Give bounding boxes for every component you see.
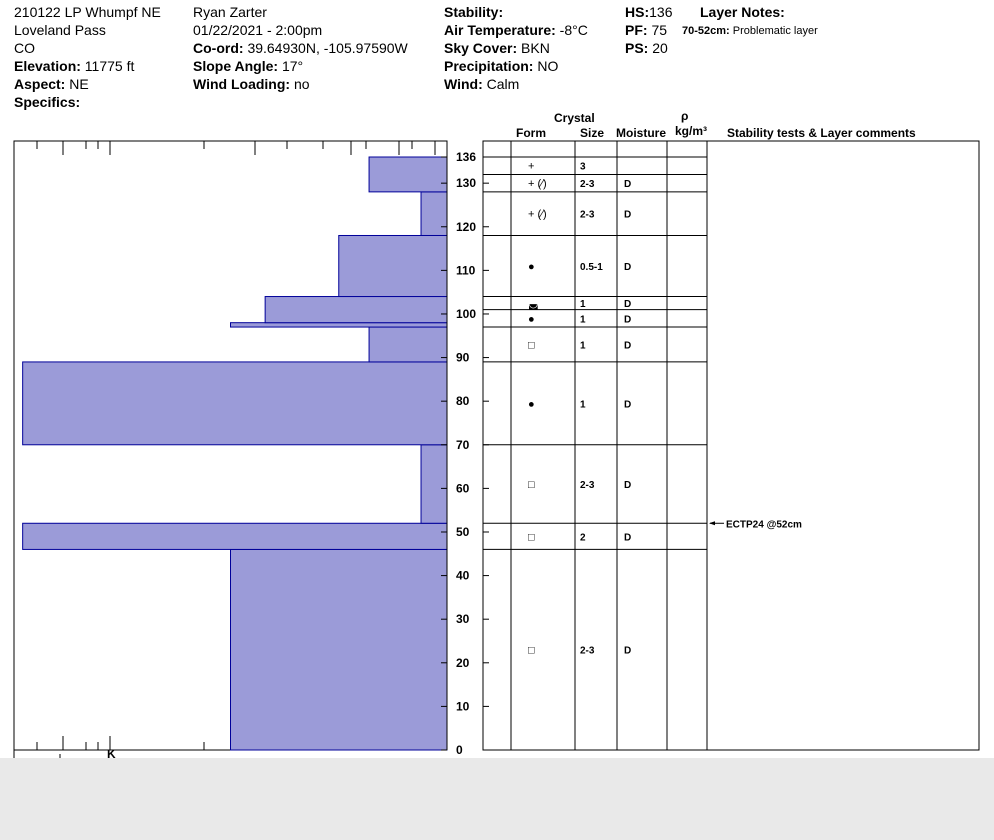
aspect-value: NE xyxy=(69,76,89,92)
layer-size: 2 xyxy=(580,532,586,544)
layer-size: 1 xyxy=(580,340,586,352)
layer-size: 2-3 xyxy=(580,480,595,492)
col-header-crystal: Crystal xyxy=(554,111,595,125)
y-tick-label: 100 xyxy=(456,306,477,321)
layer-form-symbol: + xyxy=(528,160,535,173)
layer-moisture: D xyxy=(624,209,632,221)
wind-label: Wind: xyxy=(444,76,483,92)
layer-moisture: D xyxy=(624,399,632,411)
layer-form-symbol: ● xyxy=(528,261,535,274)
layer-moisture: D xyxy=(624,480,632,492)
layer-moisture: D xyxy=(624,532,632,544)
col-header-rho: ρ xyxy=(681,109,689,123)
layer-note-text: Problematic layer xyxy=(732,25,818,37)
layer-size: 2-3 xyxy=(580,179,595,191)
hardness-bar xyxy=(231,549,448,750)
layer-moisture: D xyxy=(624,262,632,274)
pit-title: 210122 LP Whumpf NE xyxy=(14,4,161,20)
layer-size: 1 xyxy=(580,314,586,326)
col-header-stability-comments: Stability tests & Layer comments xyxy=(727,126,916,140)
layer-form-symbol: □ xyxy=(528,339,535,352)
hardness-bar xyxy=(369,327,447,362)
layer-form-symbol: ● xyxy=(528,398,535,411)
layer-size: 1 xyxy=(580,399,586,411)
layer-form-symbol: + (⁄) xyxy=(528,178,547,191)
ps-value: 20 xyxy=(652,40,668,56)
layer-table-frame xyxy=(483,141,979,750)
sky-value: BKN xyxy=(521,40,550,56)
state: CO xyxy=(14,40,35,56)
ps-label: PS: xyxy=(625,40,649,56)
layer-moisture: D xyxy=(624,645,632,657)
hardness-bar xyxy=(421,445,447,523)
layer-size: 0.5-1 xyxy=(580,262,603,274)
hs-label: HS: xyxy=(625,4,650,20)
y-tick-label: 130 xyxy=(456,176,477,191)
precip-value: NO xyxy=(537,58,559,74)
stability-label: Stability: xyxy=(444,4,504,20)
layer-form-symbol: + (⁄) xyxy=(528,208,547,221)
y-tick-label: 90 xyxy=(456,350,470,365)
col-header-density-unit: kg/m³ xyxy=(675,124,708,138)
observer: Ryan Zarter xyxy=(193,4,267,20)
wind-loading-label: Wind Loading: xyxy=(193,76,291,92)
layer-moisture: D xyxy=(624,299,632,311)
wind-value: Calm xyxy=(486,76,520,92)
pf-label: PF: xyxy=(625,22,648,38)
hardness-bar xyxy=(231,323,448,327)
datetime: 01/22/2021 - 2:00pm xyxy=(193,22,323,38)
aspect-label: Aspect: xyxy=(14,76,66,92)
hardness-bar xyxy=(369,157,447,192)
slope-label: Slope Angle: xyxy=(193,58,279,74)
layer-moisture: D xyxy=(624,340,632,352)
stability-test-label: ECTP24 @52cm xyxy=(726,519,802,531)
coord-label: Co-ord: xyxy=(193,40,244,56)
location: Loveland Pass xyxy=(14,22,106,38)
layer-notes-label: Layer Notes: xyxy=(700,4,785,20)
y-tick-label: 120 xyxy=(456,219,477,234)
col-header-size: Size xyxy=(580,126,605,140)
y-tick-label: 80 xyxy=(456,394,470,409)
coord-value: 39.64930N, -105.97590W xyxy=(247,40,408,56)
layer-size: 2-3 xyxy=(580,645,595,657)
y-tick-label: 70 xyxy=(456,437,470,452)
layer-size: 3 xyxy=(580,161,586,173)
y-tick-label: 110 xyxy=(456,263,476,278)
hardness-bar xyxy=(339,235,447,296)
sky-label: Sky Cover: xyxy=(444,40,518,56)
hardness-axis-label: K xyxy=(107,747,116,758)
wind-loading-value: no xyxy=(293,76,310,92)
layer-form-symbol: ● xyxy=(528,313,535,326)
elevation-value: 11775 ft xyxy=(84,58,135,74)
layer-form-symbol: □ xyxy=(528,479,535,492)
layer-form-symbol: □ xyxy=(528,531,535,544)
layer-size: 1 xyxy=(580,299,586,311)
elevation-label: Elevation: xyxy=(14,58,81,74)
pf-value: 75 xyxy=(651,22,668,38)
layer-form-symbol: ◛ xyxy=(528,298,539,311)
y-tick-label: 10 xyxy=(456,699,470,714)
hardness-bar xyxy=(421,192,447,236)
y-tick-label: 60 xyxy=(456,481,470,496)
hardness-bar xyxy=(23,362,447,445)
layer-moisture: D xyxy=(624,314,632,326)
specifics-label: Specifics: xyxy=(14,94,81,110)
y-tick-label: 40 xyxy=(456,568,470,583)
col-header-moisture: Moisture xyxy=(616,126,667,140)
y-tick-label: 50 xyxy=(456,524,470,539)
air-temp-label: Air Temperature: xyxy=(444,22,556,38)
stability-test-arrowhead xyxy=(709,521,715,525)
hardness-bar xyxy=(23,523,447,549)
y-tick-label: 20 xyxy=(456,655,470,670)
hs-value: 136 xyxy=(649,4,673,20)
col-header-form: Form xyxy=(516,126,546,140)
layer-moisture: D xyxy=(624,179,632,191)
layer-note-range: 70-52cm: xyxy=(682,25,730,37)
hardness-bar xyxy=(265,297,447,323)
layer-form-symbol: □ xyxy=(528,644,535,657)
y-tick-label: 136 xyxy=(456,150,477,164)
slope-value: 17° xyxy=(281,58,304,74)
y-tick-label: 30 xyxy=(456,612,470,627)
precip-label: Precipitation: xyxy=(444,58,534,74)
y-tick-label: 0 xyxy=(456,743,463,757)
air-temp-value: -8°C xyxy=(559,22,588,38)
layer-size: 2-3 xyxy=(580,209,595,221)
